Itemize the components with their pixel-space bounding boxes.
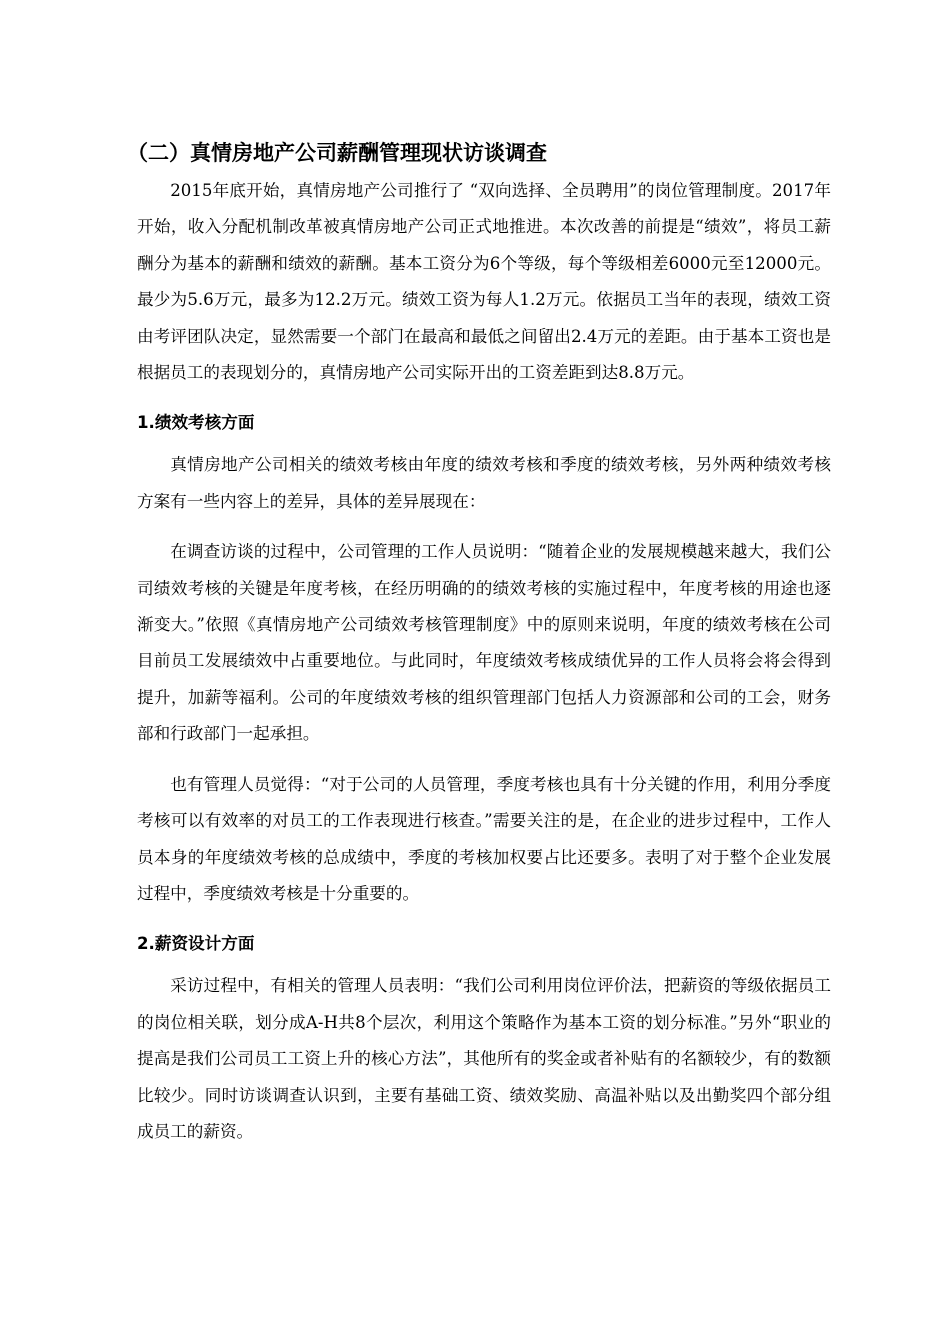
paragraph-performance-1: 真情房地产公司相关的绩效考核由年度的绩效考核和季度的绩效考核，另外两种绩效考核方案有一些内容上的差异，具体的差异展现在： <box>137 455 831 511</box>
paragraph-salary-1: 采访过程中，有相关的管理人员表明：“我们公司利用岗位评价法，把薪资的等级依据员工的岗位相关联，划分成A-H共8个层次，利用这个策略作为基本工资的划分标准。”另外“职业的提高是我们公司员工工资上升的核心方法”，其他所有的奖金或者补贴有的名额较少，有的数额比较少。同时访谈调查认识到，主要有基础工资、绩效奖励、高温补贴以及出勤奖四个部分组成员工的薪资。 <box>137 976 831 1141</box>
subheading-salary: 2.薪资设计方面 <box>137 934 255 954</box>
paragraph-intro: 2015年底开始，真情房地产公司推行了 “双向选择、全员聘用”的岗位管理制度。2017年开始，收入分配机制改革被真情房地产公司正式地推进。本次改善的前提是“绩效”，将员工薪酬分为基本的薪酬和绩效的薪酬。基本工资分为6个等级，每个等级相差6000元至12000元。最少为5.6万元，最多为12.2万元。绩效工资为每人1.2万元。依据员工当年的表现，绩效工资由考评团队决定，显然需要一个部门在最高和最低之间留出2.4万元的差距。由于基本工资也是根据员工的表现划分的，真情房地产公司实际开出的工资差距到达8.8万元。 <box>137 181 831 383</box>
section-title: （二）真情房地产公司薪酬管理现状访谈调查 <box>127 141 547 165</box>
paragraph-performance-3: 也有管理人员觉得：“对于公司的人员管理，季度考核也具有十分关键的作用，利用分季度考核可以有效率的对员工的工作表现进行核查。”需要关注的是，在企业的进步过程中，工作人员本身的年度绩效考核的总成绩中，季度的考核加权要占比还要多。表明了对于整个企业发展过程中，季度绩效考核是十分重要的。 <box>137 774 831 903</box>
document-body <box>127 135 831 1164</box>
subheading-performance: 1.绩效考核方面 <box>137 413 255 433</box>
paragraph-performance-2: 在调查访谈的过程中，公司管理的工作人员说明：“随着企业的发展规模越来越大，我们公司绩效考核的关键是年度考核，在经历明确的的绩效考核的实施过程中，年度考核的用途也逐渐变大。”依照《真情房地产公司绩效考核管理制度》中的原则来说明，年度的绩效考核在公司目前员工发展绩效中占重要地位。与此同时，年度绩效考核成绩优异的工作人员将会将会得到提升，加薪等福利。公司的年度绩效考核的组织管理部门包括人力资源部和公司的工会，财务部和行政部门一起承担。 <box>137 542 831 744</box>
